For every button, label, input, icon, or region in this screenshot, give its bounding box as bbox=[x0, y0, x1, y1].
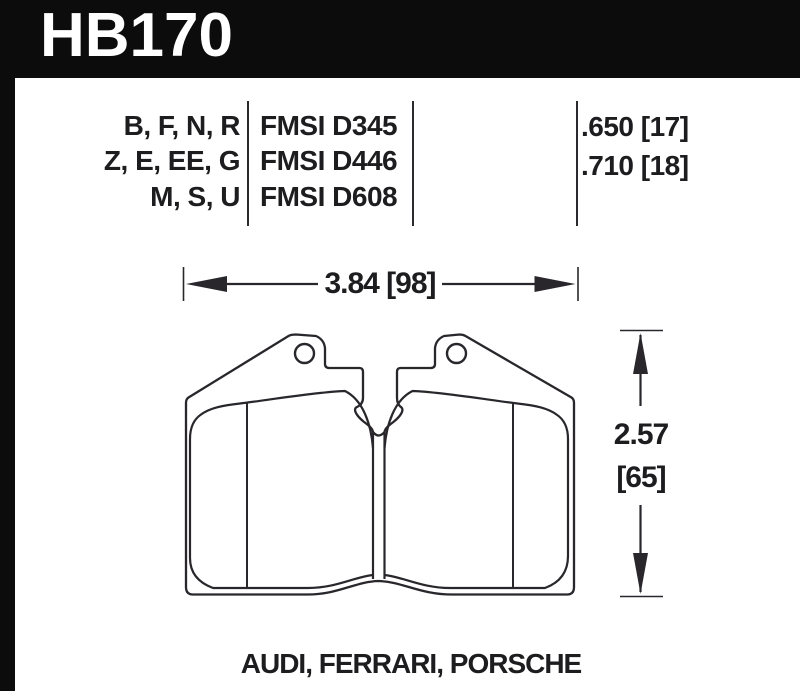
fmsi-row: FMSI D446 bbox=[260, 145, 398, 177]
part-number: HB170 bbox=[40, 1, 233, 70]
pad-surface-right bbox=[385, 391, 569, 588]
mounting-hole-left bbox=[295, 344, 314, 363]
height-dimension-bracket: [65] bbox=[612, 461, 669, 495]
backing-plate-outline bbox=[186, 335, 574, 595]
compound-row: M, S, U bbox=[150, 180, 240, 212]
fmsi-row: FMSI D345 bbox=[260, 110, 398, 141]
mounting-hole-right bbox=[447, 344, 466, 363]
compound-row: Z, E, EE, G bbox=[103, 145, 240, 177]
vehicle-applications: AUDI, FERRARI, PORSCHE bbox=[240, 648, 582, 679]
width-dimension-label: 3.84 [98] bbox=[320, 267, 439, 301]
compound-row: B, F, N, R bbox=[123, 110, 240, 141]
thickness-row: .710 [18] bbox=[581, 150, 689, 182]
height-dimension-value: 2.57 bbox=[610, 418, 672, 452]
thickness-row: .650 [17] bbox=[581, 111, 689, 142]
center-groove bbox=[373, 433, 385, 579]
fmsi-row: FMSI D608 bbox=[260, 180, 398, 212]
pad-surface-left bbox=[190, 391, 373, 588]
